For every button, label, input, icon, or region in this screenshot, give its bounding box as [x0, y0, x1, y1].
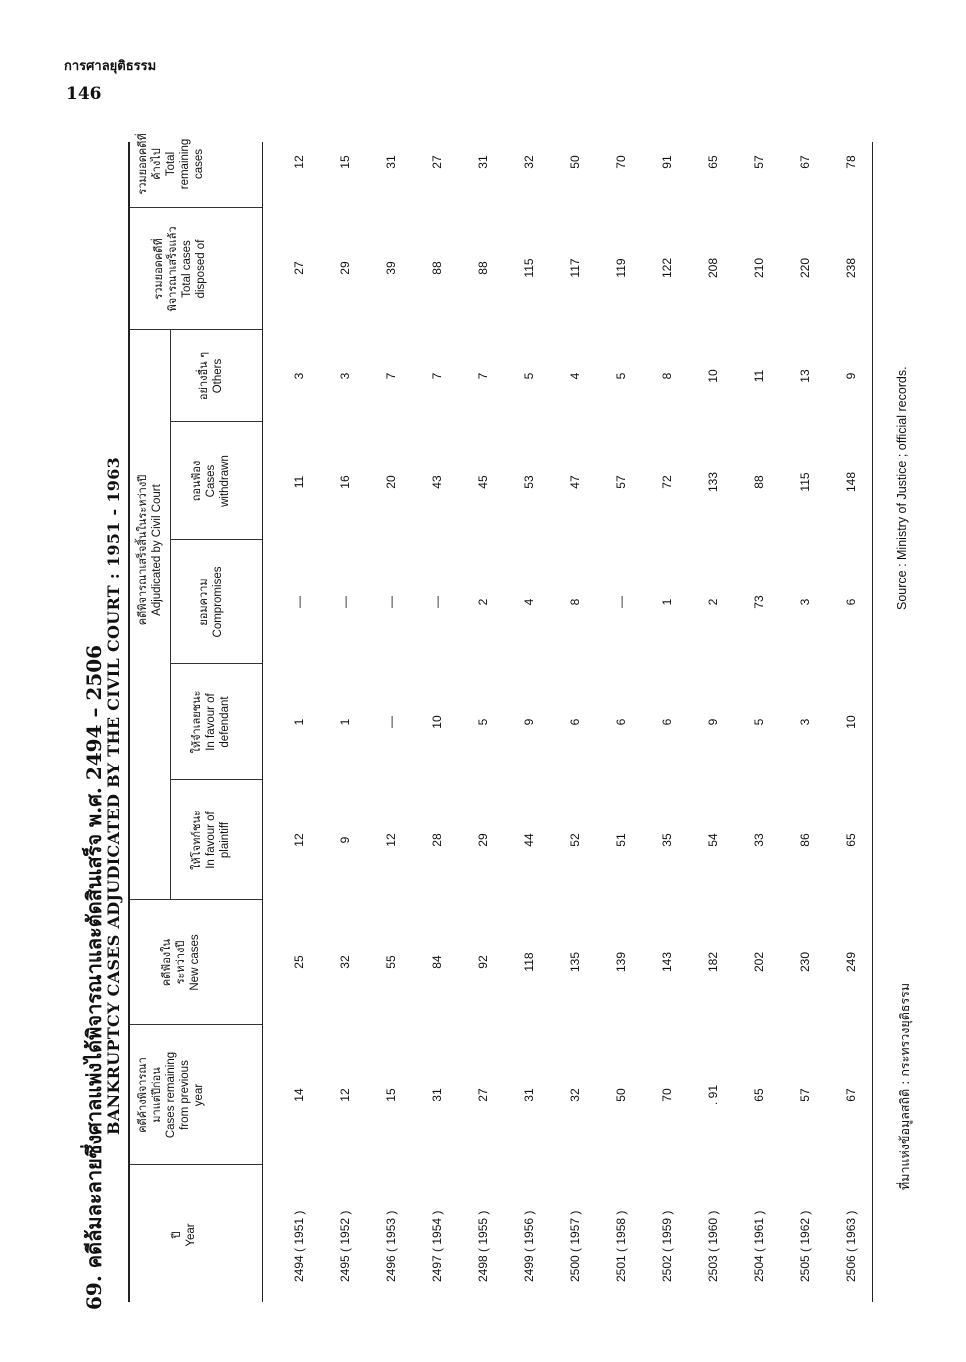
cell-disposed: 210	[752, 257, 766, 279]
cell-defendant: 6	[614, 718, 628, 726]
cell-others: 5	[522, 372, 536, 380]
cell-plaintiff: 9	[338, 836, 352, 844]
cell-compromises: 3	[798, 598, 812, 606]
cell-new-cases: 249	[844, 951, 858, 973]
cell-remaining-prev: 14	[292, 1088, 306, 1102]
cell-compromises: 2	[706, 598, 720, 606]
cell-defendant: 10	[844, 715, 858, 729]
cell-withdrawn: 43	[430, 475, 444, 489]
table-bottom-rule	[872, 142, 873, 1302]
cell-year: 2494 ( 1951 )	[292, 1210, 306, 1282]
cell-disposed: 238	[844, 257, 858, 279]
cell-others: 5	[614, 372, 628, 380]
cell-compromises: —	[430, 596, 444, 608]
cell-defendant: 9	[522, 718, 536, 726]
cell-new-cases: 135	[568, 951, 582, 973]
table-top-rule	[128, 142, 130, 1302]
cell-total-remaining: 70	[614, 155, 628, 169]
col-sep	[170, 421, 262, 422]
cell-defendant: 5	[752, 718, 766, 726]
cell-year: 2506 ( 1963 )	[844, 1210, 858, 1282]
cell-new-cases: 25	[292, 955, 306, 969]
cell-year: 2501 ( 1958 )	[614, 1210, 628, 1282]
header-year: ปี Year	[170, 1223, 197, 1247]
cell-others: 7	[384, 372, 398, 380]
cell-new-cases: 84	[430, 955, 444, 969]
cell-defendant: 1	[292, 718, 306, 726]
cell-withdrawn: 20	[384, 475, 398, 489]
header-others: อย่างอื่น ๆ Others	[197, 351, 224, 401]
cell-plaintiff: 86	[798, 833, 812, 847]
cell-year: 2502 ( 1959 )	[660, 1210, 674, 1282]
cell-disposed: 39	[384, 261, 398, 275]
cell-defendant: 9	[706, 718, 720, 726]
cell-new-cases: 143	[660, 951, 674, 973]
cell-compromises: 6	[844, 598, 858, 606]
cell-compromises: —	[292, 596, 306, 608]
source-thai: ที่มาแห่งข้อมูลสถิติ : กระทรวงยุติธรรม	[897, 982, 912, 1190]
cell-remaining-prev: 67	[844, 1088, 858, 1102]
cell-year: 2497 ( 1954 )	[430, 1210, 444, 1282]
cell-disposed: 122	[660, 257, 674, 279]
cell-remaining-prev: 65	[752, 1088, 766, 1102]
cell-others: 3	[338, 372, 352, 380]
cell-remaining-prev: 27	[476, 1088, 490, 1102]
cell-others: 10	[706, 369, 720, 383]
col-sep	[130, 1024, 262, 1025]
cell-total-remaining: 31	[476, 155, 490, 169]
rotated-table-page	[40, 120, 878, 1330]
cell-year: 2499 ( 1956 )	[522, 1210, 536, 1282]
cell-others: 3	[292, 372, 306, 380]
cell-withdrawn: 57	[614, 475, 628, 489]
cell-disposed: 29	[338, 261, 352, 275]
cell-new-cases: 32	[338, 955, 352, 969]
cell-total-remaining: 50	[568, 155, 582, 169]
cell-remaining-prev: 70	[660, 1088, 674, 1102]
cell-total-remaining: 31	[384, 155, 398, 169]
cell-total-remaining: 32	[522, 155, 536, 169]
cell-compromises: 4	[522, 598, 536, 606]
source-english: Source : Ministry of Justice ; official records.	[895, 366, 909, 610]
cell-disposed: 208	[706, 257, 720, 279]
table-title-thai: 69. คดีล้มละลายซึ่งศาลแพ่งได้พิจารณาและตัดสินเสร็จ พ.ศ. 2494 – 2506	[82, 644, 106, 1310]
header-remaining-previous: คดีค้างพิจารณา มาแต่ปีก่อน Cases remaining from previous year	[136, 1051, 205, 1139]
cell-compromises: 1	[660, 598, 674, 606]
cell-others: 8	[660, 372, 674, 380]
cell-compromises: 8	[568, 598, 582, 606]
cell-total-remaining: 65	[706, 155, 720, 169]
cell-year: 2495 ( 1952 )	[338, 1210, 352, 1282]
cell-defendant: 10	[430, 715, 444, 729]
cell-withdrawn: 72	[660, 475, 674, 489]
cell-new-cases: 92	[476, 955, 490, 969]
cell-new-cases: 118	[522, 952, 536, 972]
cell-remaining-prev: 57	[798, 1088, 812, 1102]
header-new-cases: คดีฟ้องใน ระหว่างปี New cases	[160, 934, 201, 991]
cell-remaining-prev: 15	[384, 1088, 398, 1102]
cell-new-cases: 202	[752, 951, 766, 973]
cell-withdrawn: 133	[706, 471, 720, 493]
cell-defendant: 1	[338, 718, 352, 726]
cell-remaining-prev: 32	[568, 1088, 582, 1102]
header-total-disposed: รวมยอดคดีที่ พิจารณาเสร็จแล้ว Total cases disposed of	[152, 226, 207, 312]
cell-total-remaining: 15	[338, 155, 352, 169]
cell-defendant: 5	[476, 718, 490, 726]
cell-plaintiff: 12	[384, 833, 398, 847]
cell-remaining-prev: 50	[614, 1088, 628, 1102]
cell-disposed: 117	[568, 258, 582, 278]
cell-others: 13	[798, 369, 812, 383]
cell-withdrawn: 115	[798, 472, 812, 492]
cell-year: 2496 ( 1953 )	[384, 1210, 398, 1282]
cell-plaintiff: 44	[522, 833, 536, 847]
cell-withdrawn: 53	[522, 475, 536, 489]
col-sep	[170, 663, 262, 664]
col-sep	[130, 899, 262, 900]
cell-compromises: 73	[752, 595, 766, 609]
cell-withdrawn: 148	[844, 471, 858, 493]
col-sep	[170, 779, 262, 780]
cell-plaintiff: 33	[752, 833, 766, 847]
cell-plaintiff: 12	[292, 833, 306, 847]
cell-total-remaining: 91	[660, 155, 674, 169]
cell-year: 2500 ( 1957 )	[568, 1210, 582, 1282]
cell-defendant: 6	[660, 718, 674, 726]
header-bottom-rule	[262, 142, 263, 1302]
cell-plaintiff: 52	[568, 833, 582, 847]
cell-new-cases: 182	[706, 951, 720, 973]
cell-compromises: —	[384, 596, 398, 608]
cell-new-cases: 55	[384, 955, 398, 969]
cell-total-remaining: 67	[798, 155, 812, 169]
cell-total-remaining: 57	[752, 155, 766, 169]
cell-others: 7	[476, 372, 490, 380]
cell-remaining-prev: 31	[522, 1088, 536, 1102]
header-favour-plaintiff: ให้โจทก์ชนะ In favour of plaintiff	[190, 810, 231, 870]
cell-plaintiff: 51	[614, 833, 628, 847]
cell-total-remaining: 12	[292, 155, 306, 169]
cell-year: 2505 ( 1962 )	[798, 1210, 812, 1282]
cell-withdrawn: 11	[292, 475, 306, 489]
cell-defendant: 3	[798, 718, 812, 726]
header-adjudicated-group: คดีพิจารณาเสร็จสิ้นในระหว่างปี Adjudicated by Civil Court	[136, 474, 163, 626]
cell-plaintiff: 65	[844, 833, 858, 847]
col-sep	[170, 539, 262, 540]
cell-total-remaining: 27	[430, 155, 444, 169]
col-sep	[130, 207, 262, 208]
header-total-remaining: รวมยอดคดีที่ ค้างไป Total remaining cases	[136, 133, 205, 195]
cell-plaintiff: 28	[430, 833, 444, 847]
cell-others: 7	[430, 372, 444, 380]
cell-withdrawn: 16	[338, 475, 352, 489]
group-header-rule	[170, 330, 171, 900]
cell-withdrawn: 45	[476, 475, 490, 489]
cell-disposed: 27	[292, 261, 306, 275]
cell-remaining-prev: 31	[430, 1088, 444, 1102]
table-title-english: BANKRUPTCY CASES ADJUDICATED BY THE CIVIL COURT : 1951 - 1963	[104, 456, 123, 1135]
cell-defendant: —	[384, 716, 398, 728]
cell-disposed: 220	[798, 257, 812, 279]
cell-new-cases: 139	[614, 951, 628, 973]
running-head: การศาลยุติธรรม	[64, 59, 157, 74]
cell-year: 2504 ( 1961 )	[752, 1210, 766, 1282]
cell-disposed: 115	[522, 258, 536, 278]
col-sep	[130, 1164, 262, 1165]
header-favour-defendant: ให้จำเลยชนะ In favour of defendant	[190, 690, 231, 754]
cell-disposed: 119	[614, 258, 628, 278]
cell-others: 11	[752, 369, 766, 383]
cell-plaintiff: 35	[660, 833, 674, 847]
cell-defendant: 6	[568, 718, 582, 726]
cell-disposed: 88	[476, 261, 490, 275]
header-cases-withdrawn: ถอนฟ้อง Cases withdrawn	[190, 455, 231, 507]
cell-others: 9	[844, 372, 858, 380]
cell-year: 2498 ( 1955 )	[476, 1210, 490, 1282]
cell-total-remaining: 78	[844, 155, 858, 169]
cell-plaintiff: 29	[476, 833, 490, 847]
cell-plaintiff: 54	[706, 833, 720, 847]
cell-compromises: —	[614, 596, 628, 608]
page-number: 146	[66, 84, 102, 104]
cell-compromises: —	[338, 596, 352, 608]
cell-remaining-prev: . 91	[706, 1085, 720, 1106]
cell-compromises: 2	[476, 598, 490, 606]
cell-new-cases: 230	[798, 951, 812, 973]
cell-others: 4	[568, 372, 582, 380]
cell-disposed: 88	[430, 261, 444, 275]
cell-withdrawn: 88	[752, 475, 766, 489]
cell-withdrawn: 47	[568, 475, 582, 489]
cell-remaining-prev: 12	[338, 1088, 352, 1102]
header-compromises: ยอมความ Compromises	[197, 566, 224, 638]
cell-year: 2503 ( 1960 )	[706, 1210, 720, 1282]
